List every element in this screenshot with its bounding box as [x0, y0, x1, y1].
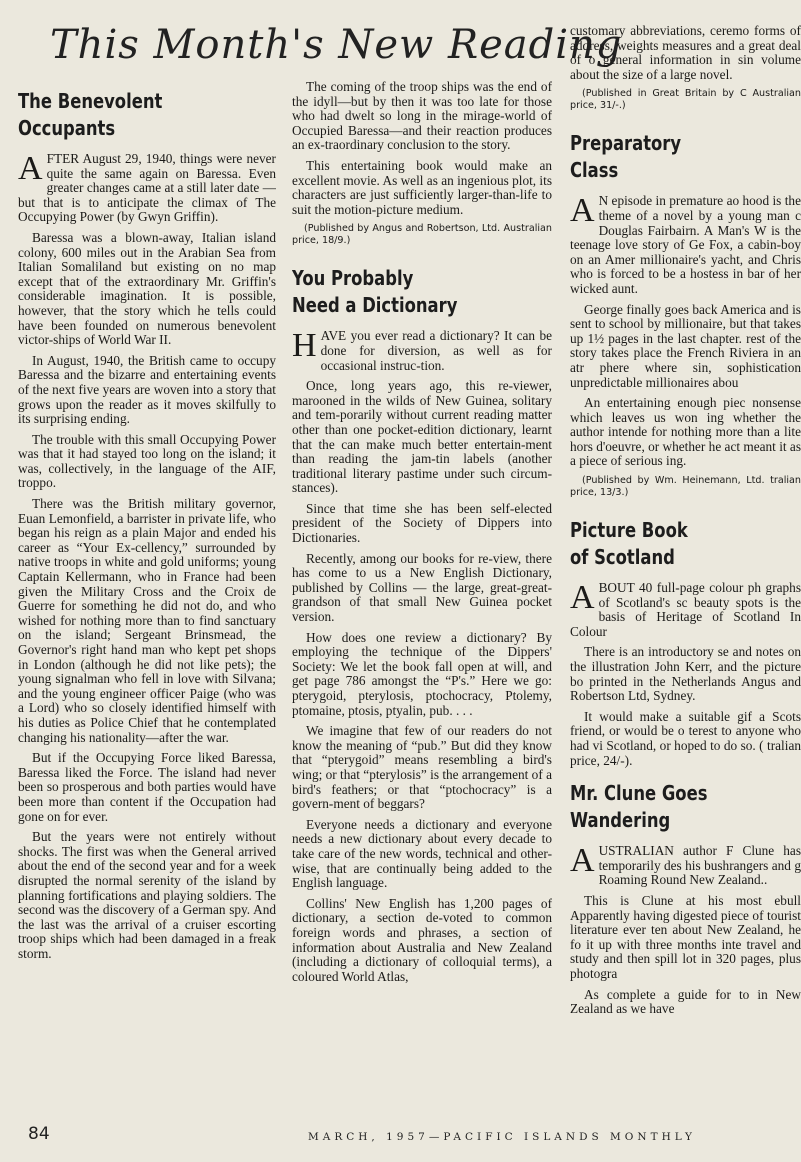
article-paragraph: There was the British military governor, Euan Lemonfield, a barrister in private life, who began his reign as a plain Major and ended his career as “Your Ex-cellency,” surrounded by native troops in white and gold uniforms; young Captain Kellermann, who in France had been given the Military Cross and the Croix de Guerre for something he did not do, and who wished for nothing more than to find sanctuary on the island; Sergeant Brinsmead, the Governor's right hand man who kept pet shops in London (although he did not like pets); the young signalman who fell in love with Silvana; and the young engineer officer Paige (who was a Lord) who so closely identified himself with his duties as Police Chief that he contemplated changing his nationality—after the war.: [18, 496, 276, 745]
article-paragraph: George finally goes back America and is sent to school by millionaire, but that takes up 1½ pages in the last chapter. rest of the story takes place the French Riviera in an atr phere where sin, sophistication unpredictable millionaires abou: [570, 301, 801, 390]
heading-line-1: Picture Book: [570, 518, 688, 543]
article-paragraph: Recently, among our books for re-view, there has come to us a New English Dictionary, published by Collins — the large, great-great-grandson of that small New Guinea pocket version.: [292, 550, 552, 625]
publication-note: (Published by Wm. Heinemann, Ltd. tralian price, 13/3.): [570, 475, 801, 499]
heading-line-1: Preparatory: [570, 131, 682, 156]
review-heading-mr-clune: [570, 780, 801, 834]
drop-cap: A: [570, 192, 595, 230]
article-paragraph: Baressa was a blown-away, Italian island colony, 600 miles out in the Arabian Sea from Italian Somaliland but existing on no map except that of the extraordinary Mr. Griffin's considerable imagination. It is possible, however, that the story which he tells could have been founded on numerous benevolent victor-ships of World War II.: [18, 229, 276, 348]
running-footer: MARCH, 1957—PACIFIC ISLANDS MONTHLY: [308, 1131, 696, 1143]
heading-line-1: Mr. Clune Goes: [570, 781, 708, 806]
article-paragraph: HAVE you ever read a dictionary? It can be done for diversion, as well as for occasional instruc-tion.: [292, 327, 552, 373]
column-middle: [292, 80, 552, 984]
page-number: 84: [28, 1124, 50, 1144]
article-paragraph: AFTER August 29, 1940, things were never quite the same again on Baressa. Even greater changes came at a still later date —but that is to anticipate the climax of The Occupying Power (by Gwyn Griffin).: [18, 150, 276, 225]
article-paragraph: Collins' New English has 1,200 pages of dictionary, a section de-voted to common foreign words and phrases, a section of information about Australia and New Zealand (including a dictionary of colloquial terms), a coloured World Atlas,: [292, 895, 552, 984]
page-title: This Month's New Reading: [50, 22, 623, 68]
heading-line-1: You Probably: [292, 266, 414, 291]
article-paragraph: But the years were not entirely without shocks. The first was when the General arrived about the end of the second year and for a week disrupted the normal serenity of the island by planning fortifications and playing soldiers. The second was the discovery of a German spy. And the last was the arrival of a cruiser escorting troop ships which had been damaged in a freak storm.: [18, 829, 276, 961]
review-heading-preparatory-class: [570, 130, 801, 184]
article-paragraph: Since that time she has been self-elected president of the Society of Dippers into Dictionaries.: [292, 500, 552, 546]
article-paragraph: AUSTRALIAN author F Clune has temporarily des his bushrangers and g Roaming Round New Zealand..: [570, 842, 801, 888]
article-paragraph: customary abbreviations, ceremo forms of address, weights measures and a great deal of o general information in sin volume about the size of a large novel.: [570, 24, 801, 82]
article-paragraph: How does one review a dictionary? By employing the technique of the Dippers' Society: We let the book fall open at will, and get page 786 amongst the “P's.” Here we go: pterygoid, pterylosis, ptochocracy, Ptolemy, ptomaine, ptosis, ptyalin, pub. . . .: [292, 629, 552, 718]
article-paragraph: Once, long years ago, this re-viewer, marooned in the wilds of New Guinea, solitary and tem-porarily without current reading matter other than one pocket-edition dictionary, learnt that the can make much better entertain-ment than reading the jam-tin labels (another traditional literary pastime under such circum-stances).: [292, 378, 552, 496]
review-heading-benevolent-occupants: [18, 88, 276, 142]
drop-cap: A: [570, 579, 595, 617]
article-paragraph: It would make a suitable gif a Scots friend, or would be o terest to anyone who had vi Scotland, or hoped to do so. ( tralian price, 24/-).: [570, 708, 801, 768]
article-paragraph: As complete a guide for to in New Zealand as we have: [570, 986, 801, 1017]
article-paragraph: An entertaining enough piec nonsense which leaves us won ing whether the author intende for nothing more than a lite hors d'oeuvre, or whether he act meant it as a piece of serious ing.: [570, 395, 801, 469]
heading-line-2: Class: [570, 158, 619, 183]
heading-line-2: Occupants: [18, 116, 116, 140]
review-heading-picture-book: [570, 517, 801, 571]
article-paragraph: A N episode in premature ao hood is the theme of a novel by a young man c Douglas Fairbairn. A Man's W is the teenage love story of Ge Fox, a cabin-boy on an Amer millionaire's yacht, and Chris who is forced to be a hostess in bar of her wicked aunt.: [570, 192, 801, 296]
article-paragraph: In August, 1940, the British came to occupy Baressa and the bizarre and entertaining events of the next five years are woven into a story that grows upon the reader as it moves skilfully to its surprising ending.: [18, 352, 276, 427]
article-paragraph: This is Clune at his most ebull Apparently having digested piece of tourist literature ever ten about New Zealand, he fo it up with three months inte travel and study and then spill lot in 320 pages, plus photogra: [570, 892, 801, 981]
review-heading-dictionary: [292, 265, 552, 319]
drop-cap: H: [292, 327, 317, 365]
drop-cap: A: [18, 150, 43, 187]
heading-line-1: The Benevolent: [18, 89, 163, 113]
drop-cap: A: [570, 842, 595, 880]
heading-line-2: Need a Dictionary: [292, 293, 458, 318]
article-paragraph: Everyone needs a dictionary and everyone needs a new dictionary about every decade to take care of the new words, technical and other-wise, that are continually being added to the English language.: [292, 816, 552, 891]
publication-note: (Published in Great Britain by C Australian price, 31/-.): [570, 88, 801, 112]
column-right: [570, 24, 801, 1017]
heading-line-2: Wandering: [570, 808, 671, 833]
publication-note: (Published by Angus and Robertson, Ltd. Australian price, 18/9.): [292, 223, 552, 247]
article-paragraph: ABOUT 40 full-page colour ph graphs of Scotland's sc beauty spots is the basis of Heritage of Scotland In Colour: [570, 579, 801, 639]
article-paragraph: The coming of the troop ships was the end of the idyll—but by then it was too late for those who had dwelt so long in the mirage-world of Occupied Baressa—and their reaction produces an ex-traordinary conclusion to the story.: [292, 80, 552, 153]
article-paragraph: This entertaining book would make an excellent movie. As well as an ingenious plot, its characters are just sufficiently larger-than-life to suit the motion-picture medium.: [292, 157, 552, 217]
column-left: [18, 88, 276, 961]
article-paragraph: There is an introductory se and notes on the illustration John Kerr, and the picture bo printed in the Netherlands Angus and Robertson Ltd, Sydney.: [570, 644, 801, 704]
heading-line-2: of Scotland: [570, 545, 675, 570]
article-paragraph: The trouble with this small Occupying Power was that it had stayed too long on the island; it was, collectively, in the language of the AIF, troppo.: [18, 431, 276, 491]
article-paragraph: We imagine that few of our readers do not know the meaning of “pub.” But did they know that “pterygoid” means resembling a bird's wing; or that “pterylosis” is the arrangement of a bird's feathers; or that “ptochocracy” is a govern-ment of beggars?: [292, 723, 552, 812]
article-paragraph: But if the Occupying Force liked Baressa, Baressa liked the Force. The island had never been so prosperous and both parties would have been more than content if the Occupation had gone on for ever.: [18, 750, 276, 824]
